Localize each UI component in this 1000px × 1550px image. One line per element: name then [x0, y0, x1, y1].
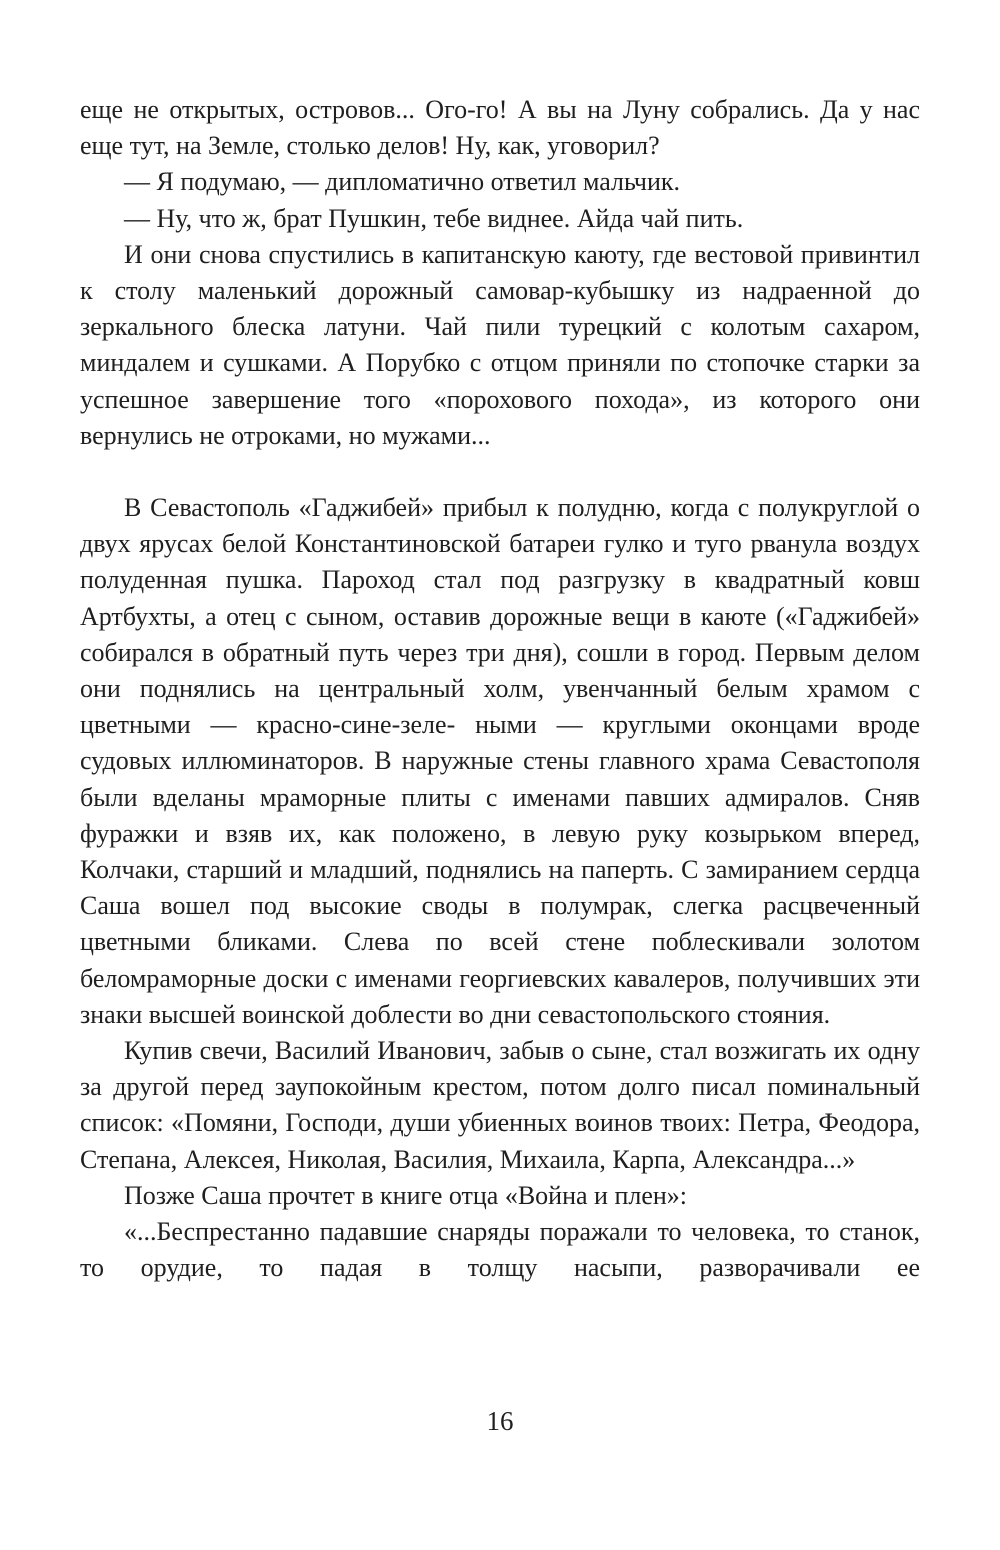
book-page-text: [80, 92, 920, 1287]
paragraph-cabin: И они снова спустились в капитанскую каюту, где вестовой привинтил к столу маленький дорожный самовар-кубышку из надраенной до зеркального блеска латуни. Чай пили турецкий с колотым сахаром, миндалем и сушками. А Порубко с отцом приняли по стопочке старки за успешное завершение того «порохового похода», из которого они вернулись не отроками, но мужами...: [80, 239, 920, 450]
paragraph-continuation: еще не открытых, островов... Ого-го! А вы на Луну собрались. Да у нас еще тут, на Земле, столько делов! Ну, как, уговорил?: [80, 95, 920, 161]
page-number: 16: [486, 1406, 514, 1436]
paragraph-book-reference: Позже Саша прочтет в книге отца «Война и плен»:: [124, 1180, 688, 1210]
paragraph-dialogue-tea: — Ну, что ж, брат Пушкин, тебе виднее. Айда чай пить.: [124, 203, 744, 233]
paragraph-candles: Купив свечи, Василий Иванович, забыв о сыне, стал возжигать их одну за другой перед заупокойным крестом, потом долго писал поминальный список: «Помяни, Господи, души убиенных воинов твоих: Петра, Феодора, Степана, Алексея, Николая, Василия, Михаила, Карпа, Александра...»: [80, 1036, 920, 1174]
paragraph-dialogue-boy: — Я подумаю, — дипломатично ответил мальчик.: [124, 167, 681, 197]
paragraph-quote: «...Беспрестанно падавшие снаряды поражали то человека, то станок, то орудие, то падая в толщу насыпи, разворачивали ее: [80, 1217, 920, 1283]
paragraph-sevastopol: В Севастополь «Гаджибей» прибыл к полудню, когда с полукруглой о двух ярусах белой Константиновской батареи гулко и туго рванула воздух полуденная пушка. Пароход стал под разгрузку в квадратный ковш Артбухты, а отец с сыном, оставив дорожные вещи в каюте («Гаджибей» собирался в обратный путь через три дня), сошли в город. Первым делом они поднялись на центральный холм, увенчанный белым храмом с цветными — красно-сине-зеле- ными — круглыми оконцами вроде судовых иллюминаторов. В наружные стены главного храма Севастополя были вделаны мраморные плиты с именами павших адмиралов. Сняв фуражки и взяв их, как положено, в левую руку козырьком вперед, Колчаки, старший и младший, поднялись на паперть. С замиранием сердца Саша вошел под высокие своды в полумрак, слегка расцвеченный цветными бликами. Слева по всей стене поблескивали золотом беломраморные доски с именами георгиевских кавалеров, получивших эти знаки высшей воинской доблести во дни севастопольского стояния.: [80, 493, 920, 1029]
